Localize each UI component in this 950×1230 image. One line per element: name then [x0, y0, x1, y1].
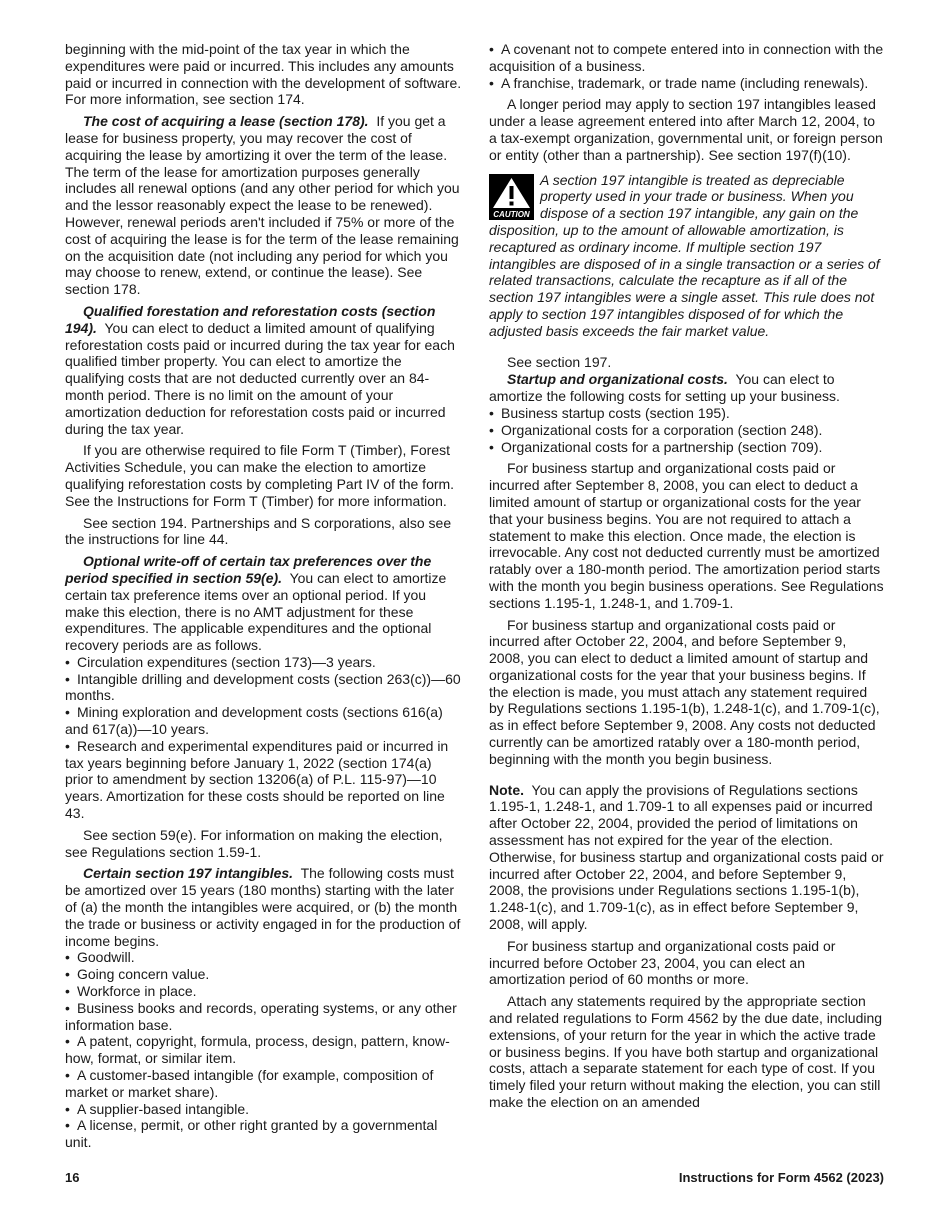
section-text: You can elect to amortize the following costs for setting up your business. [489, 371, 840, 405]
list-item: • Research and experimental expenditures paid or incurred in tax years beginning before January 1, 2022 (section 174(a) prior to amendment by section 13206(a) of P.L. 115-97)—10 years. Amortization for these costs should be reported on line 43. [65, 738, 463, 822]
paragraph: beginning with the mid-point of the tax year in which the expenditures were paid or incurred. This includes any amounts paid or incurred in connection with the development of software. For more information, see section 174. [65, 41, 462, 108]
left-column [65, 41, 463, 1151]
list-item: • A license, permit, or other right granted by a governmental unit. [65, 1117, 463, 1151]
note-paragraph [489, 782, 885, 933]
list-item: • Business startup costs (section 195). [489, 405, 885, 422]
paragraph: Attach any statements required by the appropriate section and related regulations to Form 4562 by the due date, including extensions, of your return for the year in which the active trade or business begins. If you have both startup and organizational costs, attach a separate statement for each type of cost. If you timely filed your return without making the election, you can still make the election on an amended [489, 993, 883, 1111]
paragraph: See section 59(e). For information on making the election, see Regulations section 1.59-1. [65, 826, 443, 860]
paragraph: For business startup and organizational costs paid or incurred before October 23, 2004, you can elect an amortization period of 60 months or more. [489, 937, 836, 988]
list-item: • Organizational costs for a corporation (section 248). [489, 422, 885, 439]
list-item: • A customer-based intangible (for example, composition of market or market share). [65, 1067, 463, 1101]
caution-text: A section 197 intangible is treated as depreciable property used in your trade or business. When you dispose of a section 197 intangible, any gain on the disposition, up to the amount of allowable amortization, is recaptured as ordinary income. If multiple section 197 intangibles are disposed of in a single transaction or a series of related transactions, calculate the recapture as if all of the section 197 intangibles were a single asset. This rule does not apply to section 197 intangibles disposed of for which the adjusted basis exceeds the fair market value. [489, 171, 880, 339]
paragraph: A longer period may apply to section 197 intangibles leased under a lease agreement entered into after March 12, 2004, to a tax-exempt organization, governmental unit, or foreign person or entity (other than a partnership). See section 197(f)(10). [489, 96, 883, 163]
paragraph: See section 197. [507, 353, 612, 370]
list-item: • Organizational costs for a partnership (section 709). [489, 439, 885, 456]
paragraph: For business startup and organizational costs paid or incurred after October 22, 2004, and before September 9, 2008, you can elect to deduct a limited amount of startup and organizational costs for the year that your business begins. If the election is made, you must attach any statement required by Regulations sections 1.195-1(b), 1.248-1(c), and 1.709-1(c), as in effect before September 9, 2008. Any costs not deducted currently can be amortized ratably over a 180-month period, beginning with the month you begin business. [489, 616, 880, 767]
right-column [489, 41, 885, 1116]
section-heading: Startup and organizational costs. [507, 371, 728, 388]
list-item: • Mining exploration and development costs (sections 616(a) and 617(a))—10 years. [65, 704, 463, 738]
paragraph: See section 194. Partnerships and S corporations, also see the instructions for line 44. [65, 514, 452, 548]
list-item: • A franchise, trademark, or trade name (including renewals). [489, 75, 885, 92]
section-text: You can elect to amortize certain tax preference items over an optional period. If you make this election, there is no AMT adjustment for these expenditures. The applicable expenditures and the optional recovery periods are as follows. [65, 569, 447, 654]
page-number: 16 [65, 1170, 80, 1185]
startup-section [489, 371, 885, 405]
paragraph: For business startup and organizational costs paid or incurred after September 8, 2008, you can elect to deduct a limited amount of startup or organizational costs for the year that your business begins. You are not required to attach a statement to make this election. Once made, the election is irrevocable. Any cost not deducted currently must be amortized ratably over a 180-month period. The amortization period starts with the month you begin business operations. See Regulations sections 1.195-1, 1.248-1, and 1.709-1. [489, 460, 884, 611]
list-item: • Intangible drilling and development costs (section 263(c))—60 months. [65, 671, 463, 705]
caution-label: CAUTION [493, 209, 530, 219]
section-text: If you get a lease for business property, you may recover the cost of acquiring the lease by amortizing it over the term of the lease. The term of the lease for amortization purposes generally includes all renewal options (and any other period for which you and the lessor reasonably expect the lease to be renewed). However, renewal periods aren't included if 75% or more of the cost of acquiring the lease is for the term of the lease remaining on the acquisition date (not including any period for which you may choose to renew, extend, or continue the lease). See section 178. [65, 113, 460, 298]
list-item: • Workforce in place. [65, 983, 463, 1000]
paragraph: If you are otherwise required to file Form T (Timber), Forest Activities Schedule, you can make the election to amortize qualifying reforestation costs by completing Part IV of the form. See the Instructions for Form T (Timber) for more information. [65, 442, 455, 509]
lease-section [65, 113, 463, 298]
list-item: • Goodwill. [65, 949, 463, 966]
section-heading: The cost of acquiring a lease (section 178). [83, 113, 369, 130]
section-heading: Qualified forestation and reforestation costs (section 194). [65, 302, 436, 336]
list-item: • Going concern value. [65, 966, 463, 983]
list-item: • Circulation expenditures (section 173)—3 years. [65, 654, 463, 671]
note-text: You can apply the provisions of Regulations sections 1.195-1, 1.248-1, and 1.709-1 to all expenses paid or incurred after October 22, 2004, provided the period of limitations on assessment has not expired for the year of the election. Otherwise, for business startup and organizational costs paid or incurred after October 22, 2004, and before September 9, 2008, the provisions under Regulations sections 1.195-1(b), 1.248-1(c), and 1.709-1(c), as in effect before September 9, 2008, will apply. [489, 781, 884, 933]
caution-box [489, 172, 885, 340]
list-item: • A patent, copyright, formula, process, design, pattern, know-how, format, or similar item. [65, 1033, 463, 1067]
list-item: • Business books and records, operating systems, or any other information base. [65, 1000, 463, 1034]
section-heading: Optional write-off of certain tax preferences over the period specified in section 59(e). [65, 553, 432, 586]
forestation-section [65, 303, 463, 437]
document-title: Instructions for Form 4562 (2023) [678, 1170, 884, 1185]
section-text: The following costs must be amortized over 15 years (180 months) starting with the later of (a) the month the intangibles were acquired, or (b) the month the trade or business or activity engaged in for the production of income begins. [65, 865, 461, 949]
note-label: Note. [489, 781, 524, 798]
caution-icon [489, 174, 534, 220]
list-item: • A supplier-based intangible. [65, 1101, 463, 1118]
optional-writeoff-section [65, 553, 463, 654]
list-item: • A covenant not to compete entered into in connection with the acquisition of a business. [489, 41, 885, 75]
section-text: You can elect to deduct a limited amount of qualifying reforestation costs paid or incurred during the tax year for each qualified timber property. You can elect to amortize the qualifying costs that are not deducted currently over an 84-month period. There is no limit on the amount of your amortization deduction for reforestation costs paid or incurred during the tax year. [65, 319, 455, 437]
section-197-section [65, 865, 463, 949]
section-heading: Certain section 197 intangibles. [83, 865, 294, 882]
